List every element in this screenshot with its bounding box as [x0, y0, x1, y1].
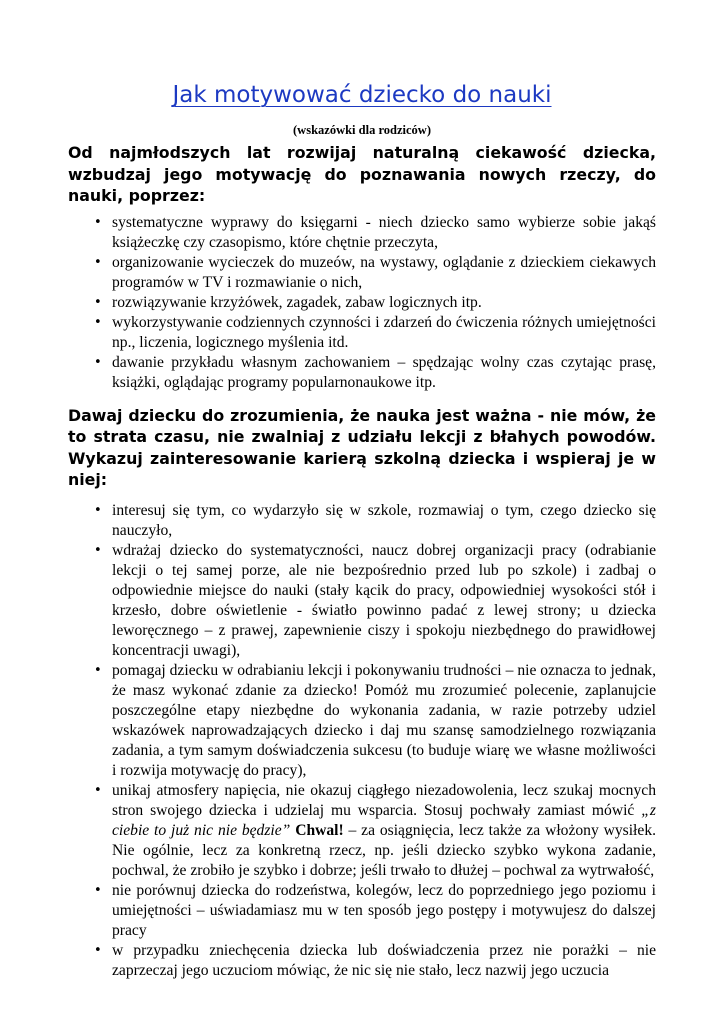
list-item	[68, 781, 656, 881]
bullet-icon: •	[94, 882, 102, 898]
list-item	[68, 881, 656, 941]
section2-list	[68, 501, 656, 981]
section2-lead: Dawaj dziecku do zrozumienia, że nauka jest ważna - nie mów, że to strata czasu, nie zwalniaj z udziału lekcji z błahych powodów. Wykazuj zainteresowanie karierą szkolną dziecka i wspieraj je w niej:	[68, 405, 656, 489]
list-item	[68, 353, 656, 393]
bullet-icon: •	[94, 502, 102, 518]
emphasis-praise: Chwal!	[295, 821, 344, 839]
bullet-icon: •	[94, 942, 102, 958]
list-item	[68, 213, 656, 253]
bullet-icon: •	[94, 214, 102, 230]
list-item	[68, 661, 656, 781]
list-item-text	[112, 782, 656, 879]
bullet-icon: •	[94, 254, 102, 270]
document-page	[68, 78, 656, 981]
list-item	[68, 293, 656, 313]
list-item-text: wdrażaj dziecko do systematyczności, naucz dobrej organizacji pracy (odrabianie lekcji o tej samej porze, ale nie bezpośrednio przed lub po szkole) i zadbaj o odpowiednie miejsce do nauki (stały kącik do pracy, odpowiedniej wysokości stół i krzesło, dobre oświetlenie - światło powinno padać z lewej strony; u dziecka leworęcznego – z prawej, zapewnienie ciszy i spokoju niezbędnego do prawidłowej koncentracji uwagi),	[112, 541, 656, 659]
list-item-text: interesuj się tym, co wydarzyło się w szkole, rozmawiaj o tym, czego dziecko się nauczyło,	[112, 501, 656, 539]
bullet-icon: •	[94, 542, 102, 558]
list-item-text: systematyczne wyprawy do księgarni - niech dziecko samo wybierze sobie jakąś książeczkę czy czasopismo, które chętnie przeczyta,	[112, 213, 656, 251]
quoted-phrase: „z ciebie to już nic nie będzie”	[112, 801, 656, 839]
bullet-icon: •	[94, 354, 102, 370]
bullet-icon: •	[94, 782, 102, 798]
praise-text-end: – za osiągnięcia, lecz także za włożony wysiłek. Nie ogólnie, lecz za konkretną rzecz, np. jeśli dziecko szybko wykona zadanie, pochwal, że zrobiło je szybko i dobrze; jeśli trwało to dłużej – pochwal za wytrwałość,	[112, 821, 657, 879]
praise-text-start: unikaj atmosfery napięcia, nie okazuj ciągłego niezadowolenia, lecz szukaj mocnych stron swojego dziecka i udzielaj mu wsparcia. Stosuj pochwały zamiast mówić	[112, 781, 656, 819]
page-title: Jak motywować dziecko do nauki	[172, 82, 552, 108]
list-item	[68, 501, 656, 541]
page-subtitle: (wskazówki dla rodziców)	[293, 123, 431, 137]
list-item-text: nie porównuj dziecka do rodzeństwa, kolegów, lecz do poprzedniego jego poziomu i umiejętności – uświadamiasz mu w ten sposób jego postępy i motywujesz do dalszej pracy	[112, 881, 656, 939]
section1-lead: Od najmłodszych lat rozwijaj naturalną ciekawość dziecka, wzbudzaj jego motywację do poznawania nowych rzeczy, do nauki, poprzez:	[68, 143, 656, 205]
list-item-text: organizowanie wycieczek do muzeów, na wystawy, oglądanie z dzieckiem ciekawych programów w TV i rozmawianie o nich,	[112, 253, 656, 291]
list-item-text: pomagaj dziecku w odrabianiu lekcji i pokonywaniu trudności – nie oznacza to jednak, że masz wykonać zdanie za dziecko! Pomóż mu zrozumieć polecenie, zaplanujcie poszczególne etapy niezbędne do wykonania zadania, w razie potrzeby udziel wskazówek naprowadzających dziecko i daj mu szansę samodzielnego rozwiązania zadania, a tym samym doświadczenia sukcesu (to buduje wiarę we własne możliwości i rozwija motywację do pracy),	[112, 661, 656, 779]
list-item	[68, 941, 656, 981]
list-item	[68, 313, 656, 353]
section1-list	[68, 213, 656, 393]
list-item	[68, 253, 656, 293]
bullet-icon: •	[94, 314, 102, 330]
bullet-icon: •	[94, 662, 102, 678]
bullet-icon: •	[94, 294, 102, 310]
list-item-text: dawanie przykładu własnym zachowaniem – spędzając wolny czas czytając prasę, książki, oglądając programy popularnonaukowe itp.	[112, 353, 656, 391]
list-item	[68, 541, 656, 661]
list-item-text: w przypadku zniechęcenia dziecka lub doświadczenia przez nie porażki – nie zaprzeczaj jego uczuciom mówiąc, że nic się nie stało, lecz nazwij jego uczucia	[112, 941, 656, 979]
list-item-text: rozwiązywanie krzyżówek, zagadek, zabaw logicznych itp.	[112, 293, 482, 311]
list-item-text: wykorzystywanie codziennych czynności i zdarzeń do ćwiczenia różnych umiejętności np., liczenia, logicznego myślenia itd.	[112, 313, 656, 351]
